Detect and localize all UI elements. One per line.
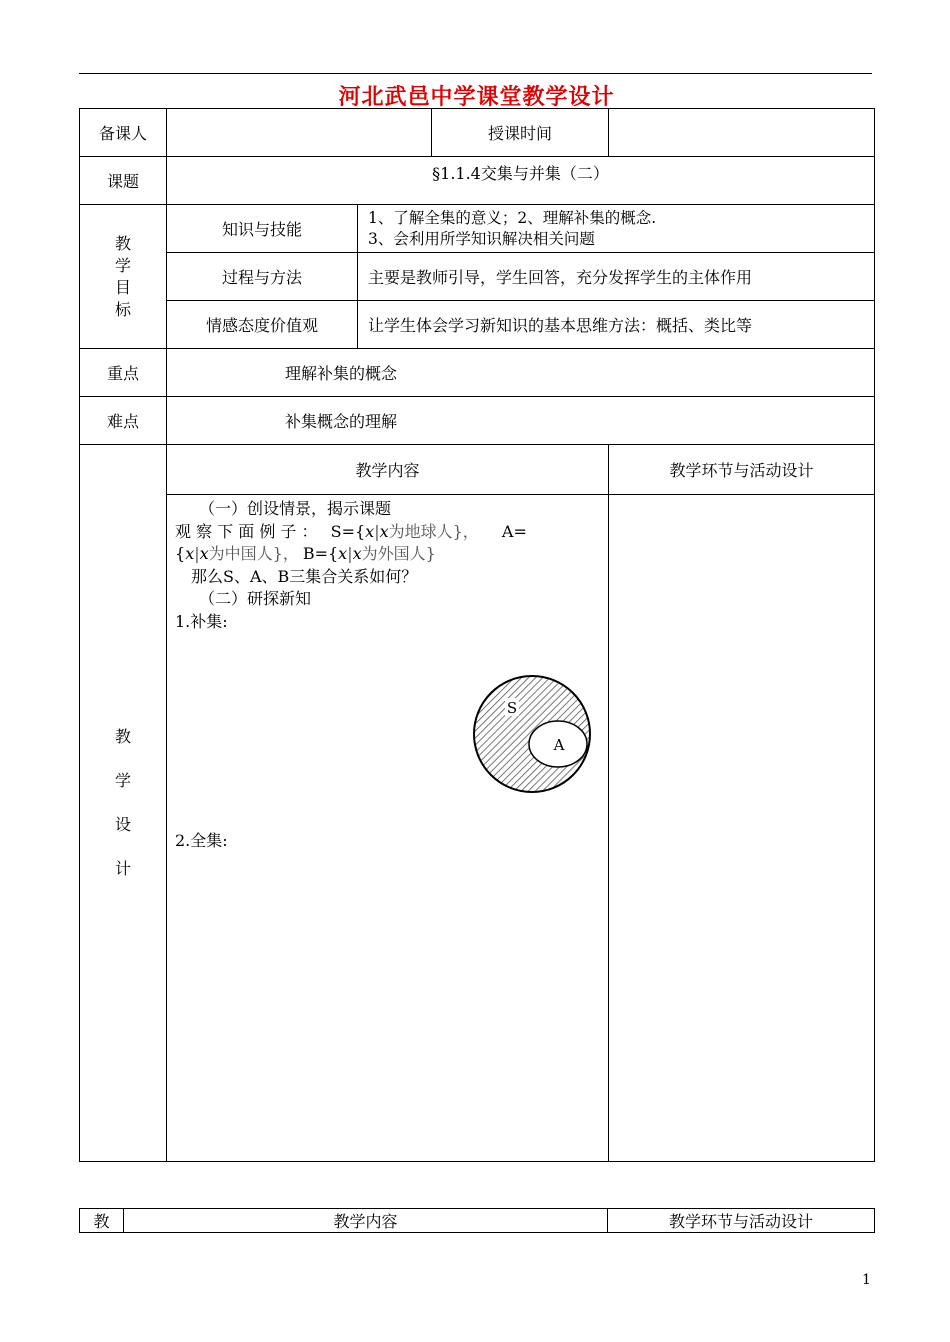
- venn-inner-label: A: [553, 736, 565, 754]
- design-char: 设: [114, 815, 131, 834]
- set-s-desc: 为地球人}，: [388, 521, 479, 541]
- section1-heading: （一）创设情景，揭示课题: [199, 499, 392, 518]
- var-x: x: [185, 544, 195, 563]
- topic-label: 课题: [80, 157, 167, 205]
- var-x: x: [352, 544, 362, 563]
- objective-value: 让学生体会学习新知识的基本思维方法：概括、类比等: [358, 301, 875, 349]
- observe-line: [175, 521, 602, 544]
- activity-header: 教学环节与活动设计: [609, 445, 875, 495]
- design-label: [80, 445, 167, 1162]
- time-label: 授课时间: [432, 109, 609, 157]
- objectives-char: 学: [114, 255, 131, 275]
- objectives-label: [80, 205, 167, 349]
- preparer-value: [167, 109, 432, 157]
- objective-value: 主要是教师引导，学生回答，充分发挥学生的主体作用: [358, 253, 875, 301]
- bar: |: [194, 544, 200, 563]
- header-row: [80, 109, 875, 157]
- design-char: 学: [114, 771, 131, 790]
- page-number: 1: [862, 1272, 871, 1288]
- key-point-value: 理解补集的概念: [167, 349, 875, 397]
- continuation-left-char: 教: [80, 1209, 124, 1233]
- var-x: x: [379, 521, 389, 541]
- activity-cell: [609, 495, 875, 1162]
- set-a-open: {: [175, 544, 186, 563]
- objective-line: 1、了解全集的意义；2、理解补集的概念.: [368, 208, 657, 227]
- observe-text: 观 察 下 面 例 子 ：: [175, 521, 318, 541]
- topic-value: §1.1.4交集与并集（二）: [167, 157, 875, 205]
- item-universal-set: 2.全集:: [175, 831, 228, 850]
- design-header-row: [80, 445, 875, 495]
- item-complement: 1.补集:: [175, 611, 228, 631]
- content-header: 教学内容: [167, 445, 609, 495]
- set-b-open: B={: [302, 544, 339, 563]
- continuation-table: [79, 1208, 875, 1233]
- key-point-row: [80, 349, 875, 397]
- lesson-plan-table: [79, 108, 875, 1162]
- sets-line: [175, 543, 602, 566]
- difficulty-label: 难点: [80, 397, 167, 445]
- continuation-content-header: 教学内容: [124, 1209, 608, 1233]
- var-x: x: [338, 544, 348, 563]
- objective-row-process: [80, 253, 875, 301]
- content-cell: [167, 495, 609, 1162]
- objective-line: 3、会利用所学知识解决相关问题: [368, 229, 595, 248]
- bar: |: [347, 544, 353, 563]
- var-x: x: [199, 544, 209, 563]
- time-value: [609, 109, 875, 157]
- set-b-desc: 为外国人}: [361, 544, 436, 563]
- objectives-char: 标: [114, 299, 131, 319]
- top-rule: [79, 73, 872, 74]
- design-char: 计: [114, 859, 131, 878]
- objective-value: [358, 205, 875, 253]
- design-content-row: [80, 495, 875, 1162]
- set-a-desc: 为中国人}，: [208, 544, 299, 563]
- content-body: [175, 498, 602, 1158]
- objective-label: 知识与技能: [167, 205, 358, 253]
- bar: |: [374, 521, 380, 541]
- set-a-label: A=: [501, 521, 527, 541]
- question-line: 那么S、A、B三集合关系如何？: [191, 566, 418, 586]
- topic-row: [80, 157, 875, 205]
- difficulty-row: [80, 397, 875, 445]
- design-char: 教: [114, 727, 131, 746]
- objective-label: 情感态度价值观: [167, 301, 358, 349]
- preparer-label: 备课人: [80, 109, 167, 157]
- objective-row-attitude: [80, 301, 875, 349]
- var-x: x: [365, 521, 375, 541]
- objectives-char: 目: [114, 277, 131, 297]
- difficulty-value: 补集概念的理解: [167, 397, 875, 445]
- objectives-char: 教: [114, 233, 131, 253]
- venn-outer-label: S: [506, 699, 518, 717]
- set-s-open: S={: [330, 521, 366, 541]
- objective-label: 过程与方法: [167, 253, 358, 301]
- key-point-label: 重点: [80, 349, 167, 397]
- objective-row-knowledge: [80, 205, 875, 253]
- venn-diagram: [471, 671, 597, 797]
- section2-heading: （二）研探新知: [199, 589, 312, 608]
- document-title: 河北武邑中学课堂教学设计: [338, 85, 615, 110]
- continuation-activity-header: 教学环节与活动设计: [608, 1209, 875, 1233]
- continuation-header-row: [80, 1209, 875, 1233]
